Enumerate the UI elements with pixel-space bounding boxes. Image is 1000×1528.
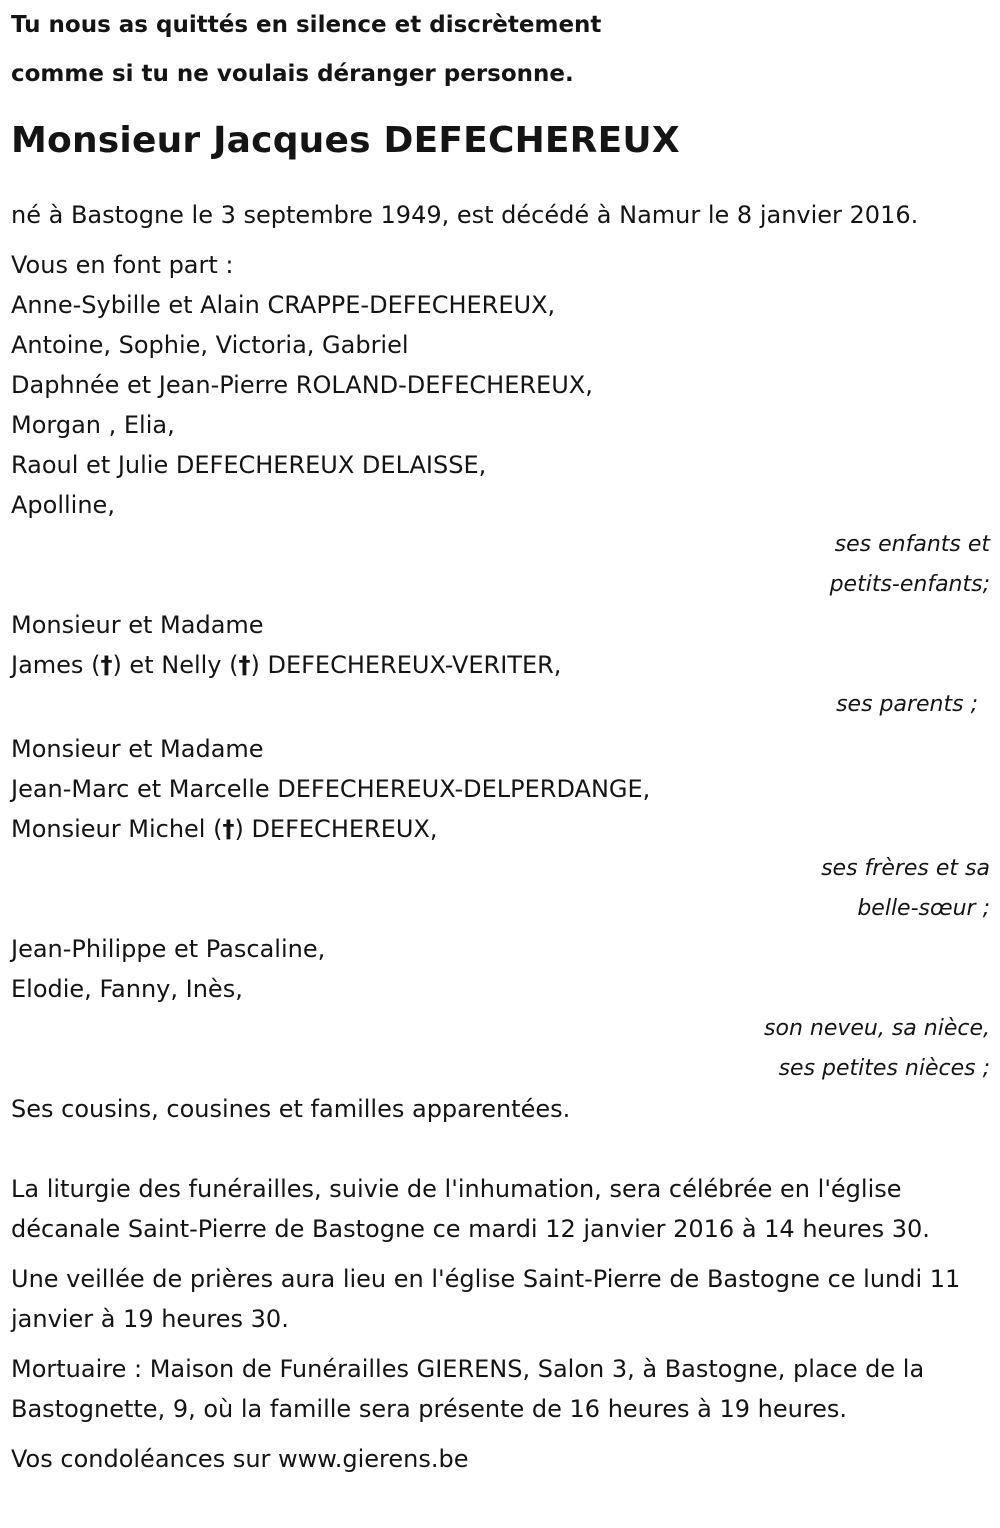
relation-label: petits-enfants; — [829, 572, 990, 597]
epigraph — [11, 1, 990, 99]
epigraph-line-1: Tu nous as quittés en silence et discrètement — [11, 12, 602, 38]
family-announcement — [11, 245, 990, 1129]
announce-label: Vous en font part : — [11, 251, 234, 279]
spacer — [11, 1129, 990, 1169]
family-line — [11, 645, 990, 685]
siblings-group — [11, 729, 990, 929]
family-line — [11, 809, 990, 849]
relation-label: ses parents ; — [836, 692, 978, 717]
vigil-info: Une veillée de prières aura lieu en l'église Saint-Pierre de Bastogne ce lundi 11 janvier à 19 heures 30. — [11, 1265, 961, 1333]
family-line: Anne-Sybille et Alain CRAPPE-DEFECHEREUX, — [11, 291, 556, 319]
relation-label: son neveu, sa nièce, — [764, 1016, 990, 1041]
cross-icon: † — [100, 651, 113, 679]
cross-icon: † — [238, 651, 251, 679]
parents-group — [11, 605, 990, 725]
cross-icon: † — [222, 815, 235, 843]
children-group — [11, 285, 990, 605]
family-line: Daphnée et Jean-Pierre ROLAND-DEFECHEREUX, — [11, 371, 593, 399]
family-line: Monsieur et Madame — [11, 735, 264, 763]
relation-label: belle-sœur ; — [857, 896, 990, 921]
name-text: ) DEFECHEREUX, — [234, 815, 438, 843]
mortuary-info: Mortuaire : Maison de Funérailles GIERENS, Salon 3, à Bastogne, place de la Bastognette, 9, où la famille sera présente de 16 heures à 19 heures. — [11, 1355, 925, 1423]
family-line: Jean-Philippe et Pascaline, — [11, 935, 326, 963]
birth-death-info: né à Bastogne le 3 septembre 1949, est décédé à Namur le 8 janvier 2016. — [11, 201, 919, 229]
nephews-group — [11, 929, 990, 1089]
deceased-name: Monsieur Jacques DEFECHEREUX — [11, 120, 680, 161]
relation-label: ses frères et sa — [821, 856, 990, 881]
family-line: Raoul et Julie DEFECHEREUX DELAISSE, — [11, 451, 487, 479]
condolences-link[interactable]: Vos condoléances sur www.gierens.be — [11, 1445, 469, 1473]
name-text: ) et Nelly ( — [112, 651, 239, 679]
relation-label: ses petites nièces ; — [778, 1056, 990, 1081]
obituary-notice — [11, 0, 990, 1479]
liturgy-info: La liturgie des funérailles, suivie de l'inhumation, sera célébrée en l'église décanale Saint-Pierre de Bastogne ce mardi 12 janvier 2016 à 14 heures 30. — [11, 1175, 930, 1243]
epigraph-line-2: comme si tu ne voulais déranger personne. — [11, 61, 574, 87]
family-line: Antoine, Sophie, Victoria, Gabriel — [11, 331, 409, 359]
name-text: Monsieur Michel ( — [11, 815, 223, 843]
name-text: James ( — [11, 651, 101, 679]
cousins-line: Ses cousins, cousines et familles apparentées. — [11, 1095, 571, 1123]
relation-label: ses enfants et — [834, 532, 990, 557]
family-line: Apolline, — [11, 491, 115, 519]
family-line: Jean-Marc et Marcelle DEFECHEREUX-DELPERDANGE, — [11, 775, 651, 803]
name-text: ) DEFECHEREUX-VERITER, — [250, 651, 562, 679]
family-line: Morgan , Elia, — [11, 411, 175, 439]
family-line: Elodie, Fanny, Inès, — [11, 975, 243, 1003]
family-line: Monsieur et Madame — [11, 611, 264, 639]
